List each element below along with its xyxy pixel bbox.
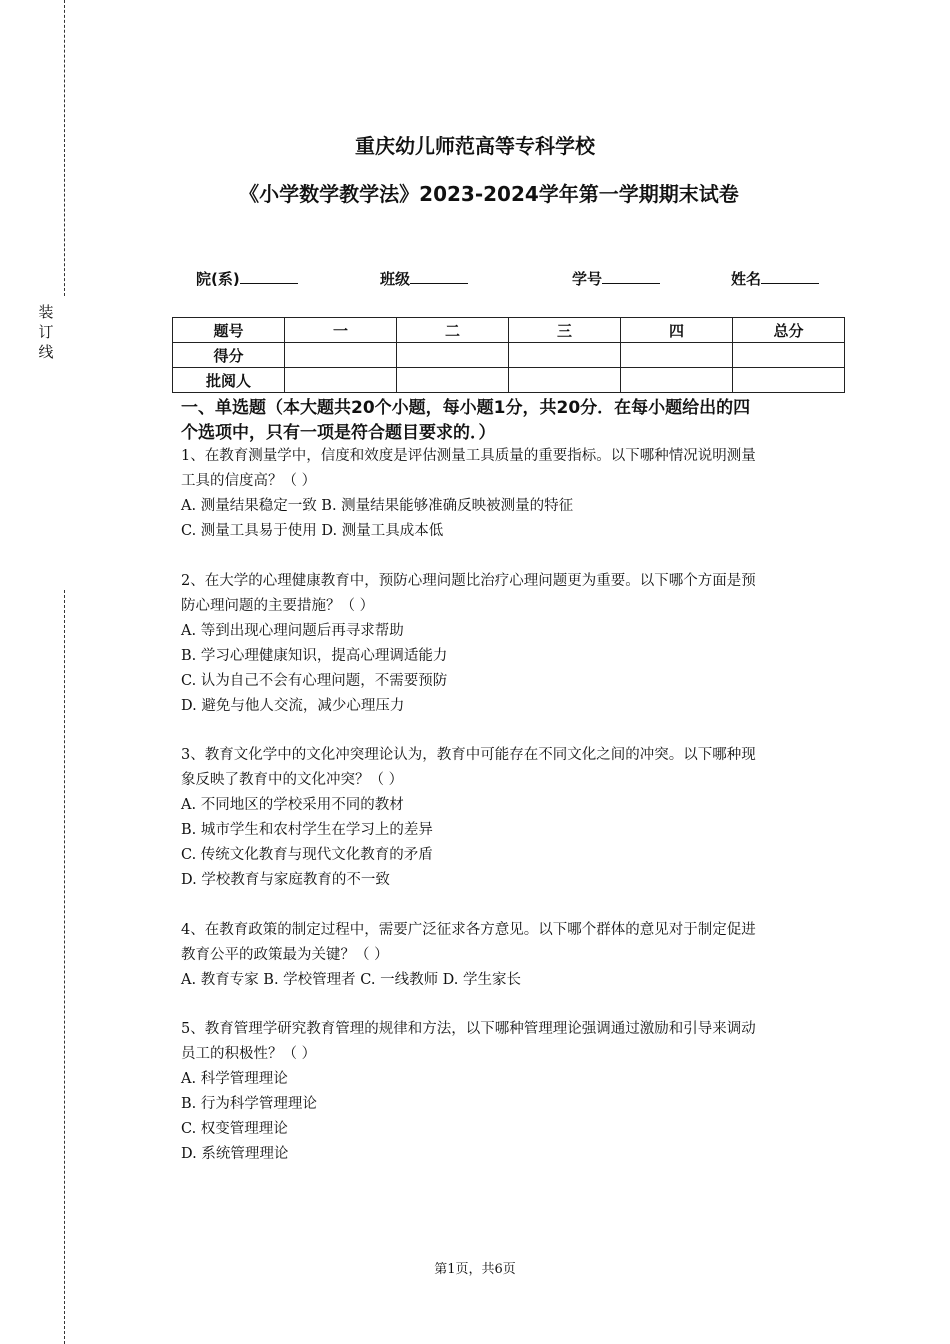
student-id-blank[interactable]: [602, 269, 660, 284]
score-row: [173, 343, 845, 368]
question-1-option: A. 测量结果稳定一致 B. 测量结果能够准确反映被测量的特征: [181, 498, 574, 514]
school-title: 重庆幼儿师范高等专科学校: [355, 134, 595, 158]
department-label: 院(系): [196, 270, 240, 288]
question-1-text: 工具的信度高？（ ）: [181, 473, 317, 489]
row-label-score: 得分: [173, 343, 285, 368]
grader-cell[interactable]: [285, 368, 397, 393]
score-cell[interactable]: [509, 343, 621, 368]
question-3-text: 象反映了教育中的文化冲突？（ ）: [181, 772, 404, 788]
question-2-text: 防心理问题的主要措施？（ ）: [181, 598, 375, 614]
page-number: 第1页，共6页: [434, 1262, 516, 1277]
table-header-cell: 一: [285, 318, 397, 343]
student-id-field: [572, 268, 660, 289]
department-blank[interactable]: [240, 269, 298, 284]
department-field: [196, 268, 298, 289]
question-4-option: A. 教育专家 B. 学校管理者 C. 一线教师 D. 学生家长: [181, 972, 522, 988]
student-id-label: 学号: [572, 270, 603, 288]
score-table: [172, 317, 845, 393]
score-table-header-row: [173, 318, 845, 343]
section-1-heading: [181, 396, 841, 446]
question-5-text: 5、教育管理学研究教育管理的规律和方法，以下哪种管理理论强调通过激励和引导来调动: [181, 1021, 756, 1037]
question-2-option: C. 认为自己不会有心理问题，不需要预防: [181, 673, 448, 689]
table-header-cell: 二: [397, 318, 509, 343]
question-2-option: D. 避免与他人交流，减少心理压力: [181, 698, 405, 714]
grader-row: [173, 368, 845, 393]
question-2-text: 2、在大学的心理健康教育中，预防心理问题比治疗心理问题更为重要。以下哪个方面是预: [181, 573, 756, 589]
binding-char-3: 线: [38, 343, 54, 361]
question-5-text: 员工的积极性？（ ）: [181, 1046, 317, 1062]
score-cell[interactable]: [397, 343, 509, 368]
grader-cell[interactable]: [621, 368, 733, 393]
class-label: 班级: [380, 270, 411, 288]
name-field: [731, 268, 819, 289]
score-cell[interactable]: [285, 343, 397, 368]
section-heading-line: 个选项中，只有一项是符合题目要求的．）: [181, 423, 496, 443]
table-header-cell: 四: [621, 318, 733, 343]
question-3-option: B. 城市学生和农村学生在学习上的差异: [181, 822, 433, 838]
question-3-option: D. 学校教育与家庭教育的不一致: [181, 872, 390, 888]
question-5-option: C. 权变管理理论: [181, 1121, 288, 1137]
question-2-option: A. 等到出现心理问题后再寻求帮助: [181, 623, 404, 639]
name-blank[interactable]: [761, 269, 819, 284]
score-cell[interactable]: [621, 343, 733, 368]
name-label: 姓名: [731, 270, 762, 288]
grader-cell[interactable]: [733, 368, 845, 393]
binding-dashed-line-bottom: [64, 590, 65, 1344]
class-blank[interactable]: [410, 269, 468, 284]
question-3-option: C. 传统文化教育与现代文化教育的矛盾: [181, 847, 433, 863]
question-1-option: C. 测量工具易于使用 D. 测量工具成本低: [181, 523, 444, 539]
class-field: [380, 268, 468, 289]
question-5-option: A. 科学管理理论: [181, 1071, 288, 1087]
binding-char-1: 装: [38, 303, 54, 321]
binding-label: [36, 302, 56, 362]
grader-cell[interactable]: [397, 368, 509, 393]
question-1-text: 1、在教育测量学中，信度和效度是评估测量工具质量的重要指标。以下哪种情况说明测量: [181, 448, 756, 464]
question-5-option: D. 系统管理理论: [181, 1146, 289, 1162]
exam-title: 《小学数学教学法》2023-2024学年第一学期期末试卷: [239, 182, 739, 206]
question-5-option: B. 行为科学管理理论: [181, 1096, 317, 1112]
table-header-cell: 总分: [733, 318, 845, 343]
question-3-text: 3、教育文化学中的文化冲突理论认为，教育中可能存在不同文化之间的冲突。以下哪种现: [181, 747, 756, 763]
score-cell[interactable]: [733, 343, 845, 368]
row-label-grader: 批阅人: [173, 368, 285, 393]
table-header-cell: 三: [509, 318, 621, 343]
section-heading-line: 一、单选题（本大题共20个小题，每小题1分，共20分．在每小题给出的四: [181, 398, 751, 418]
question-4-text: 4、在教育政策的制定过程中，需要广泛征求各方意见。以下哪个群体的意见对于制定促进: [181, 922, 756, 938]
table-header-cell: 题号: [173, 318, 285, 343]
binding-char-2: 订: [38, 323, 54, 341]
question-3-option: A. 不同地区的学校采用不同的教材: [181, 797, 404, 813]
question-2-option: B. 学习心理健康知识，提高心理调适能力: [181, 648, 448, 664]
grader-cell[interactable]: [509, 368, 621, 393]
question-4-text: 教育公平的政策最为关键？（ ）: [181, 947, 389, 963]
